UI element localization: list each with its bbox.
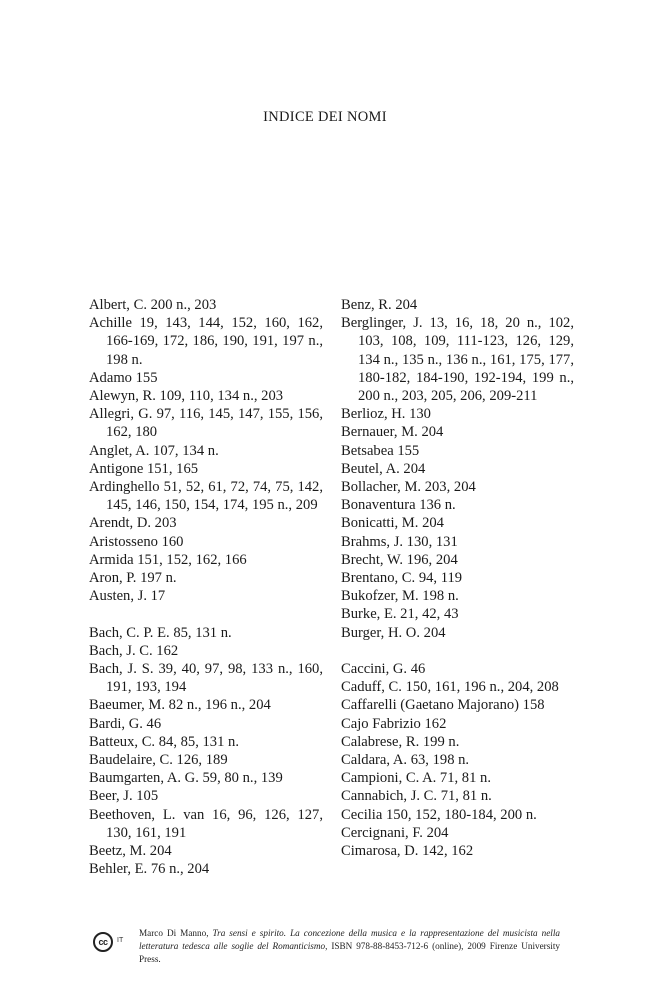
index-entry: Campioni, C. A. 71, 81 n. <box>341 770 491 787</box>
index-entry: Antigone 151, 165 <box>89 460 199 477</box>
index-entry: Brentano, C. 94, 119 <box>341 570 463 587</box>
index-entry: Bonaventura 136 n. <box>341 497 456 514</box>
letter-section-gap <box>341 642 574 660</box>
citation-details: , ISBN 978-88-8453-712-6 (online), 2009 Firenze University Press. <box>139 941 560 964</box>
index-entry: Albert, C. 200 n., 203 <box>89 297 217 313</box>
index-entry: Burger, H. O. 204 <box>341 624 446 641</box>
index-column-right <box>341 296 574 860</box>
index-entry: Bonicatti, M. 204 <box>341 515 444 532</box>
index-entry: Bardi, G. 46 <box>89 715 162 732</box>
index-entry: Bernauer, M. 204 <box>341 424 444 441</box>
index-entry: Alewyn, R. 109, 110, 134 n., 203 <box>89 388 284 405</box>
index-entry: Anglet, A. 107, 134 n. <box>89 442 219 459</box>
index-entry: Caffarelli (Gaetano Majorano) 158 <box>341 697 545 714</box>
index-entry: Adamo 155 <box>89 369 158 386</box>
index-entry: Behler, E. 76 n., 204 <box>89 861 210 878</box>
index-entry: Brahms, J. 130, 131 <box>341 533 458 550</box>
index-entry: Baeumer, M. 82 n., 196 n., 204 <box>89 697 271 714</box>
index-entry: Bollacher, M. 203, 204 <box>341 479 476 496</box>
page-title: INDICE DEI NOMI <box>263 109 387 125</box>
index-entry: Achille 19, 143, 144, 152, 160, 162, 166-169, 172, 186, 190, 191, 197 n., 198 n. <box>89 315 323 368</box>
index-entry: Allegri, G. 97, 116, 145, 147, 155, 156, 162, 180 <box>89 406 323 441</box>
index-entry: Berlioz, H. 130 <box>341 406 431 423</box>
index-entry: Calabrese, R. 199 n. <box>341 733 460 750</box>
citation-book-title: Tra sensi e spirito. La concezione della musica e la rappresentazione del musicista nella letteratura tedesca alle soglie del Romanticismo <box>139 928 561 951</box>
index-entry: Bach, C. P. E. 85, 131 n. <box>89 624 232 641</box>
index-entry: Caldara, A. 63, 198 n. <box>341 752 470 769</box>
index-entry: Beutel, A. 204 <box>341 460 426 477</box>
citation-author: Marco Di Manno, <box>139 928 209 938</box>
index-entry: Batteux, C. 84, 85, 131 n. <box>89 733 239 750</box>
index-entry: Baudelaire, C. 126, 189 <box>89 752 228 769</box>
index-entry: Aristosseno 160 <box>89 533 184 550</box>
index-entry: Baumgarten, A. G. 59, 80 n., 139 <box>89 770 283 787</box>
index-entry: Beethoven, L. van 16, 96, 126, 127, 130, 161, 191 <box>89 806 323 841</box>
index-entry: Benz, R. 204 <box>341 297 418 313</box>
letter-section-gap <box>89 605 323 623</box>
creative-commons-icon: cc <box>93 932 113 952</box>
index-entry: Cimarosa, D. 142, 162 <box>341 843 474 860</box>
index-entry: Beer, J. 105 <box>89 788 159 805</box>
index-entry: Cercignani, F. 204 <box>341 824 449 841</box>
index-entry: Armida 151, 152, 162, 166 <box>89 551 247 568</box>
index-entry: Cajo Fabrizio 162 <box>341 715 447 732</box>
index-entry: Austen, J. 17 <box>89 588 166 605</box>
index-entry: Betsabea 155 <box>341 442 420 459</box>
index-entry: Beetz, M. 204 <box>89 843 172 860</box>
index-entry: Arendt, D. 203 <box>89 515 177 532</box>
index-entry: Caccini, G. 46 <box>341 661 426 678</box>
index-entry: Bach, J. S. 39, 40, 97, 98, 133 n., 160, 191, 193, 194 <box>89 661 323 696</box>
index-entry: Cannabich, J. C. 71, 81 n. <box>341 788 492 805</box>
index-entry: Aron, P. 197 n. <box>89 570 177 587</box>
index-entry: Burke, E. 21, 42, 43 <box>341 606 459 623</box>
index-entry: Berglinger, J. 13, 16, 18, 20 n., 102, 103, 108, 109, 111-123, 126, 129, 134 n., 135 n., 136 n., 161, 175, 177, 180-182, 184-190, 192-194, 199 n., 200 n., 203, 205, 206, 209-211 <box>341 315 574 405</box>
license-country-label: IT <box>117 937 124 944</box>
citation-footer <box>93 927 573 967</box>
index-entry: Cecilia 150, 152, 180-184, 200 n. <box>341 806 537 823</box>
index-entry: Bukofzer, M. 198 n. <box>341 588 459 605</box>
citation-text <box>139 927 560 966</box>
index-entry: Bach, J. C. 162 <box>89 642 179 659</box>
index-entry: Ardinghello 51, 52, 61, 72, 74, 75, 142, 145, 146, 150, 154, 174, 195 n., 209 <box>89 479 323 514</box>
index-entry: Brecht, W. 196, 204 <box>341 551 458 568</box>
index-column-left <box>89 296 323 878</box>
index-entry: Caduff, C. 150, 161, 196 n., 204, 208 <box>341 679 559 696</box>
